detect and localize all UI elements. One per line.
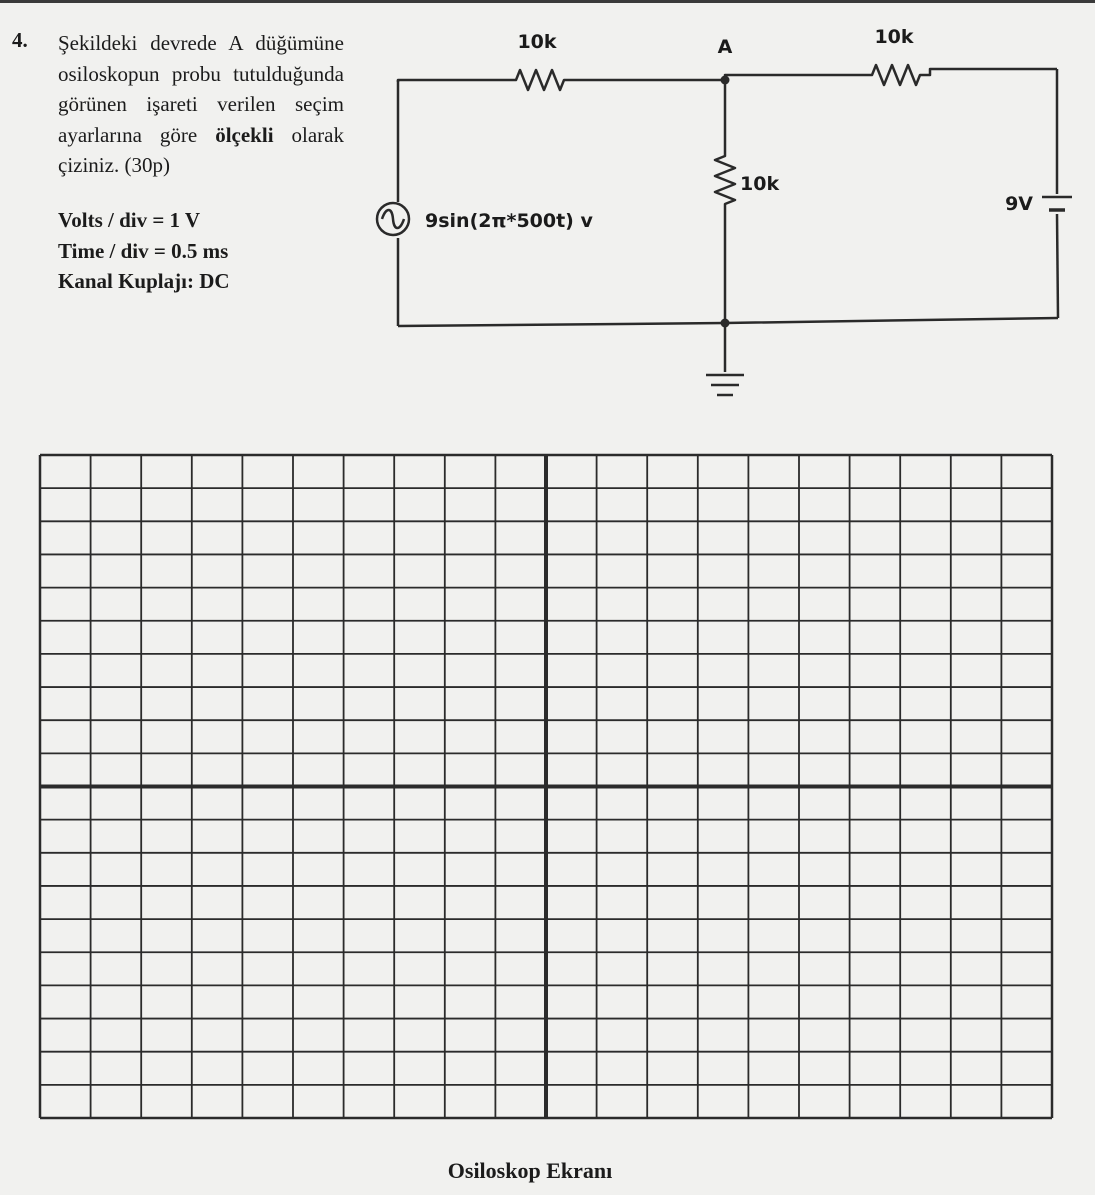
volts-per-div: Volts / div = 1 V <box>58 208 201 232</box>
resistor-vertical-label: 10k <box>740 173 780 195</box>
question-text-start: Şekildeki devrede A düğümüne osiloskopun probu tutulduğunda görünen işareti verilen seçim ayarlarına göre <box>58 31 344 147</box>
resistor-right-label: 10k <box>874 26 914 48</box>
question-number: 4. <box>12 28 28 52</box>
question-text-emphasis: ölçekli <box>215 122 274 147</box>
channel-coupling: Kanal Kuplajı: DC <box>58 269 230 293</box>
resistor-left-label: 10k <box>517 31 557 53</box>
source-label: 9sin(2π*500t) v <box>425 210 593 232</box>
question-text-end: olarak çiziniz. (30p) <box>58 122 344 177</box>
scope-caption: Osiloskop Ekranı <box>447 1158 613 1183</box>
time-per-div: Time / div = 0.5 ms <box>58 238 229 263</box>
node-a-label: A <box>717 36 733 58</box>
battery-label: 9V <box>1005 193 1033 215</box>
